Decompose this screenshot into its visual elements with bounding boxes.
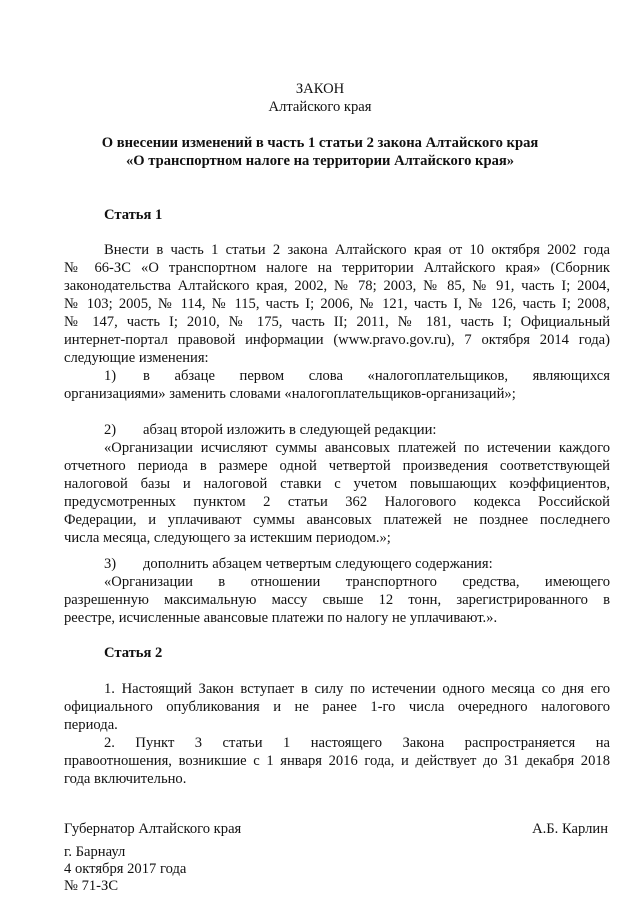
text-line: официального опубликования и не ранее 1-го числа очередного налогового <box>64 699 610 715</box>
item-number: 1) <box>104 368 117 384</box>
text-line: 1. Настоящий Закон вступает в силу по истечении одного месяца со дня его <box>104 681 610 697</box>
text-line: «Организации исчисляют суммы авансовых платежей по истечении каждого <box>104 440 610 456</box>
text-line: законодательства Алтайского края, 2002, № 78; 2003, № 85, № 91, часть I; 2004, <box>64 278 610 294</box>
signing-city: г. Барнаул <box>64 844 126 860</box>
text-line: № 147, часть I; 2010, № 175, часть II; 2011, № 181, часть I; Официальный <box>64 314 610 330</box>
law-subject-line-2: «О транспортном налоге на территории Алтайского края» <box>125 153 515 169</box>
text-line: Внести в часть 1 статьи 2 закона Алтайского края от 10 октября 2002 года <box>104 242 610 258</box>
text-line: реестре, исчисленные авансовые платежи по налогу не уплачивают.». <box>64 610 498 626</box>
article-2-heading: Статья 2 <box>104 645 163 661</box>
text-line: разрешенную максимальную массу свыше 12 тонн, зарегистрированного в <box>64 592 610 608</box>
text-line: организациями» заменить словами «налогоплательщиков-организаций»; <box>64 386 516 402</box>
law-number: № 71-ЗС <box>64 878 119 894</box>
signatory-position: Губернатор Алтайского края <box>64 821 242 837</box>
text-line: следующие изменения: <box>64 350 209 366</box>
text-line: числа месяца, следующего за истекшим периодом.»; <box>64 530 391 546</box>
text-line: отчетного периода в размере одной четвертой произведения соответствующей <box>64 458 610 474</box>
law-region: Алтайского края <box>268 99 372 115</box>
text-line: в абзаце первом слова «налогоплательщиков, являющихся <box>143 368 610 384</box>
signing-date: 4 октября 2017 года <box>64 861 187 877</box>
item-number: 2) <box>104 422 117 438</box>
text-line: 2. Пункт 3 статьи 1 настоящего Закона распространяется на <box>104 735 610 751</box>
article-1-heading: Статья 1 <box>104 207 163 223</box>
text-line: правоотношения, возникшие с 1 января 2016 года, и действует до 31 декабря 2018 <box>64 753 610 769</box>
text-line: периода. <box>64 717 118 733</box>
signatory-name: А.Б. Карлин <box>532 821 608 837</box>
law-subject-line-1: О внесении изменений в часть 1 статьи 2 закона Алтайского края <box>101 135 539 151</box>
text-line: № 66-ЗС «О транспортном налоге на территории Алтайского края» (Сборник <box>64 260 610 276</box>
law-title: ЗАКОН <box>295 81 345 97</box>
text-line: № 103; 2005, № 114, № 115, часть I; 2006, № 121, часть I, № 126, часть I; 2008, <box>64 296 610 312</box>
text-line: Федерации, и уплачивают суммы авансовых платежей не позднее последнего <box>64 512 610 528</box>
item-number: 3) <box>104 556 117 572</box>
text-line: интернет-портал правовой информации (www.pravo.gov.ru), 7 октября 2014 года) <box>64 332 610 348</box>
text-line: года включительно. <box>64 771 187 787</box>
text-line: предусмотренных пунктом 2 статьи 362 Налогового кодекса Российской <box>64 494 610 510</box>
text-line: абзац второй изложить в следующей редакции: <box>143 422 437 438</box>
text-line: дополнить абзацем четвертым следующего содержания: <box>143 556 493 572</box>
text-line: «Организации в отношении транспортного средства, имеющего <box>104 574 610 590</box>
text-line: налоговой базы и налоговой ставки с учетом повышающих коэффициентов, <box>64 476 610 492</box>
